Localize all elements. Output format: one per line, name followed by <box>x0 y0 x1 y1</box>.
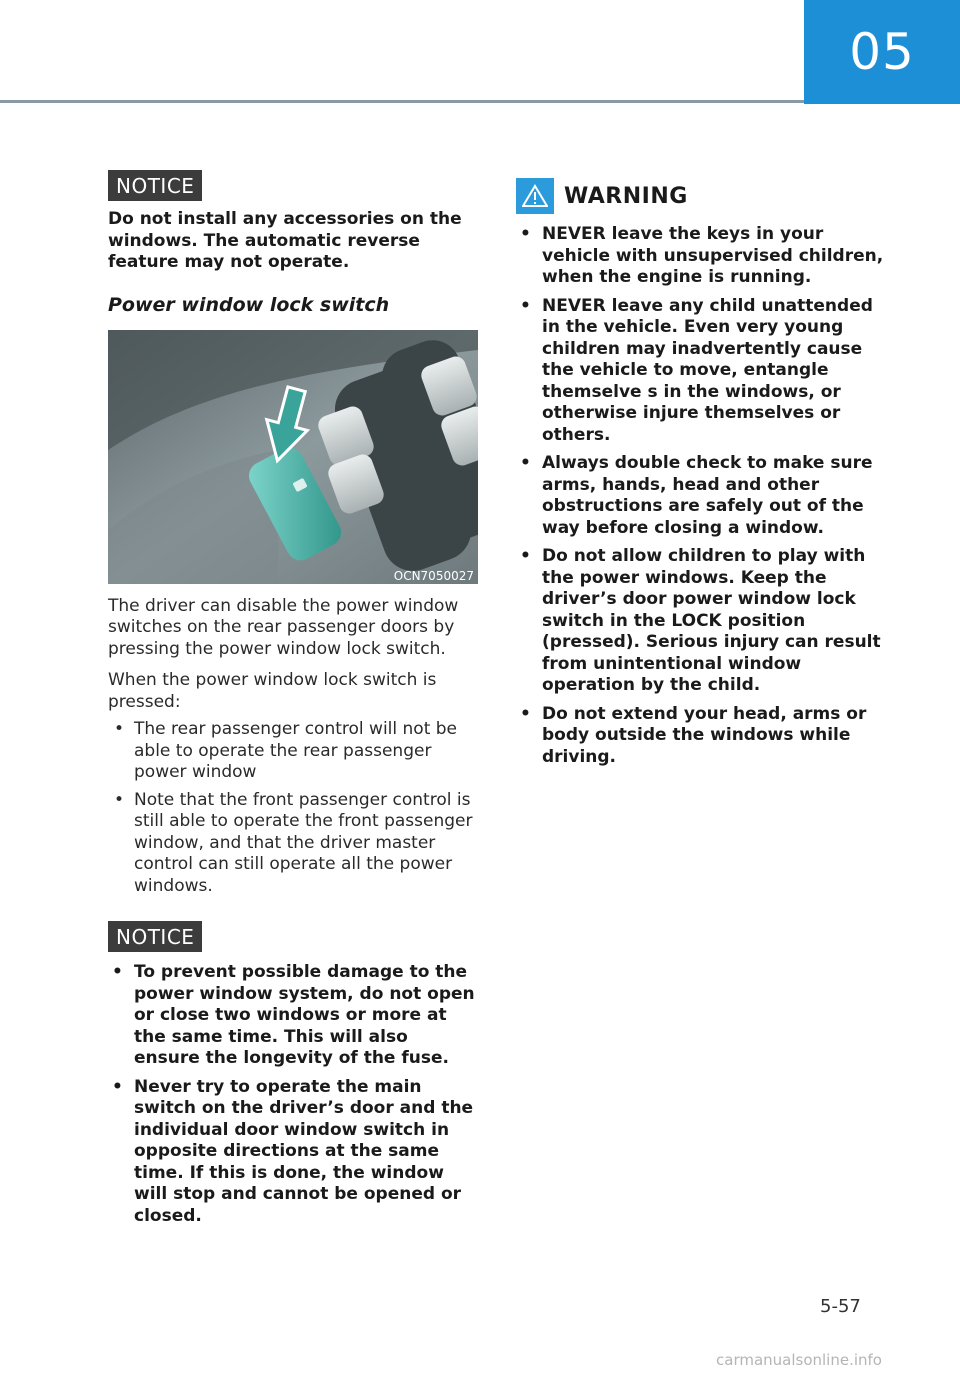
warning-header <box>516 178 888 214</box>
list-item: • To prevent possible damage to the power window system, do not open or close two windows or more at the same time. This will also ensure the longevity of the fuse. <box>112 962 475 1068</box>
notice-badge: NOTICE <box>108 170 202 201</box>
right-column <box>516 178 888 775</box>
page-number: 5-57 <box>820 1296 861 1317</box>
bullet-list <box>108 719 478 897</box>
window-switch-photo <box>108 330 478 584</box>
watermark: carmanualsonline.info <box>716 1351 882 1369</box>
list-item: • Do not allow children to play with the power windows. Keep the driver’s door power window lock switch in the LOCK position (pressed). Serious injury can result from unintentional window operation by the child. <box>520 546 881 695</box>
paragraph: When the power window lock switch is pressed: <box>108 670 437 712</box>
header-rule <box>0 100 804 103</box>
list-item: • The rear passenger control will not be able to operate the rear passenger power window <box>114 719 458 782</box>
notice-list <box>108 962 478 1227</box>
power-window-switch-illustration <box>108 330 478 584</box>
paragraph: The driver can disable the power window switches on the rear passenger doors by pressing the power window lock switch. <box>108 595 459 659</box>
notice-text: Do not install any accessories on the windows. The automatic reverse feature may not operate. <box>108 209 462 272</box>
notice-badge: NOTICE <box>108 921 202 952</box>
warning-list <box>516 224 888 768</box>
warning-icon <box>516 178 554 214</box>
warning-title: WARNING <box>564 183 688 209</box>
chapter-tab: 05 <box>804 0 960 104</box>
figure-caption: OCN7050027 <box>393 568 474 583</box>
list-item: • NEVER leave the keys in your vehicle with unsupervised children, when the engine is running. <box>520 224 884 287</box>
list-item: • Do not extend your head, arms or body outside the windows while driving. <box>520 703 867 767</box>
section-title: Power window lock switch <box>108 293 390 316</box>
list-item: • NEVER leave any child unattended in the vehicle. Even very young children may inadvertently cause the vehicle to move, entangle themselve s in the windows, or otherwise injure themselves or others. <box>520 295 873 445</box>
list-item: • Always double check to make sure arms, hands, head and other obstructions are safely out of the way before closing a window. <box>520 453 873 538</box>
left-column <box>108 170 478 1234</box>
list-item: • Never try to operate the main switch on the driver’s door and the individual door window switch in opposite directions at the same time. If this is done, the window will stop and cannot be opened or closed. <box>112 1076 474 1226</box>
list-item: • Note that the front passenger control is still able to operate the front passenger window, and that the driver master control can still operate all the power windows. <box>114 789 473 896</box>
